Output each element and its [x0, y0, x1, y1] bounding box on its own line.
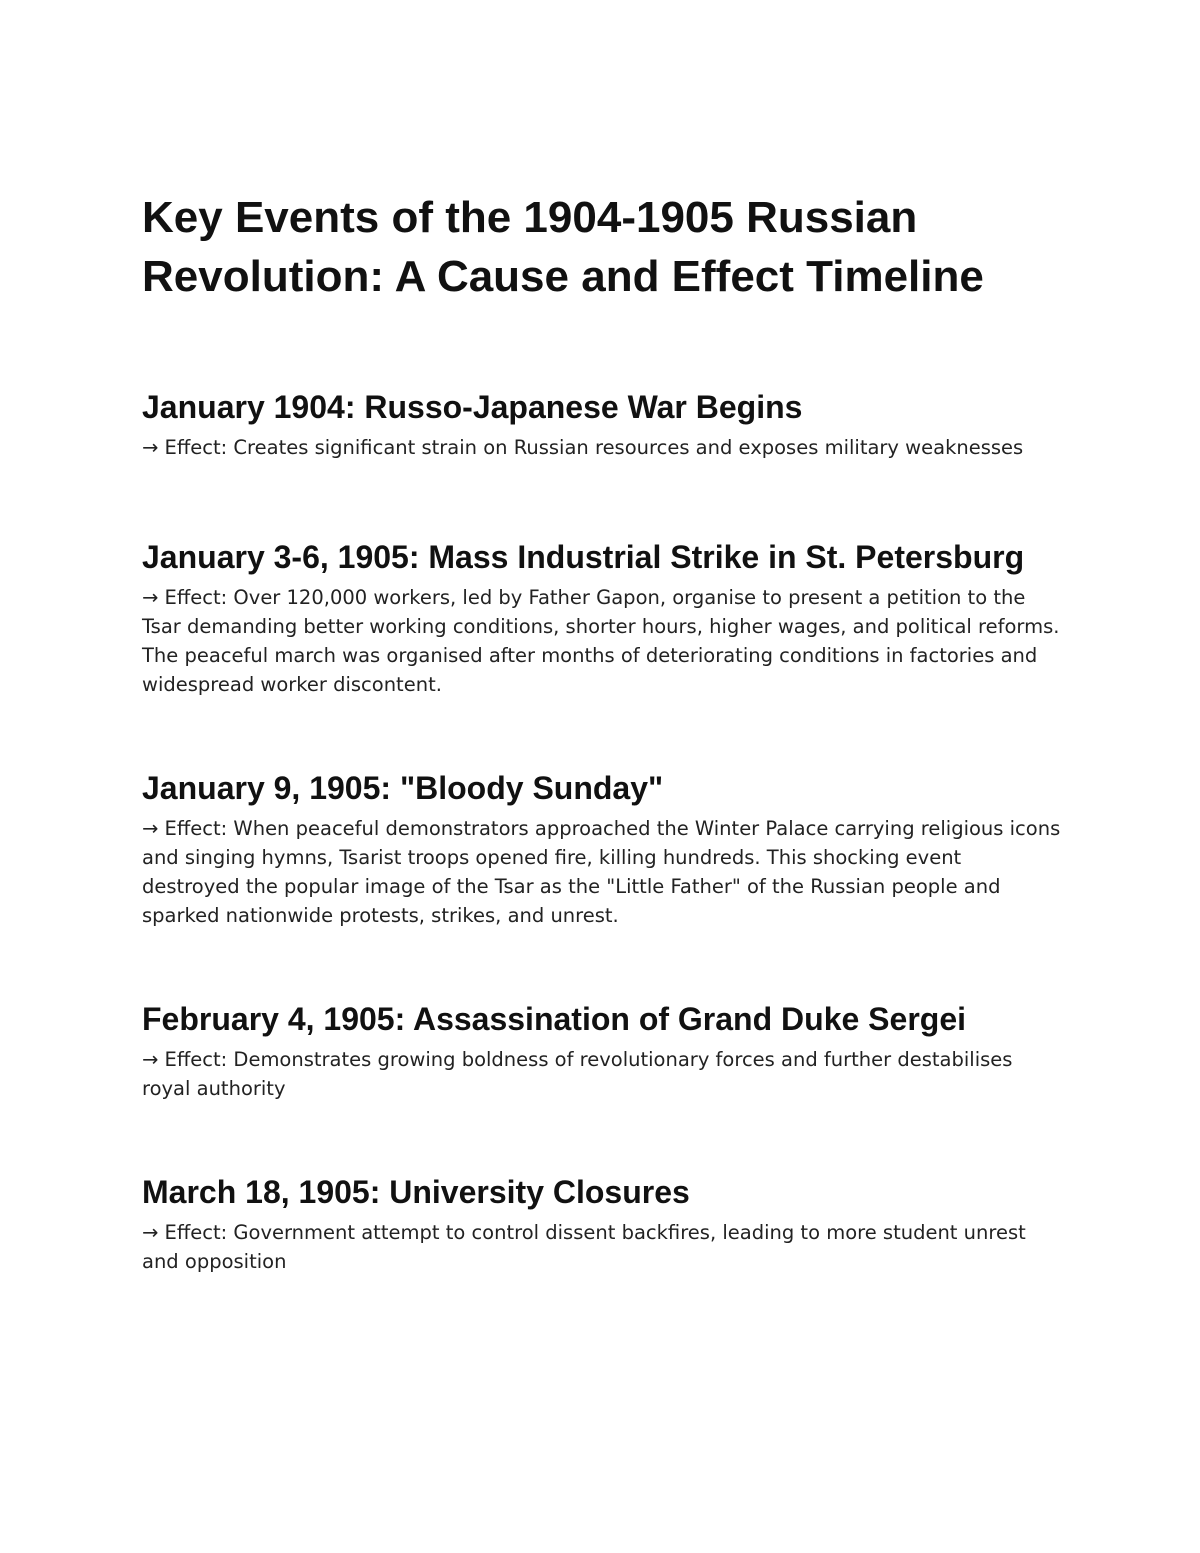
timeline-event	[142, 535, 1062, 699]
document-title: Key Events of the 1904-1905 Russian Revolution: A Cause and Effect Timeline	[142, 193, 984, 301]
event-heading: January 3-6, 1905: Mass Industrial Strike in St. Petersburg	[142, 539, 1025, 575]
event-effect: → Effect: Over 120,000 workers, led by Father Gapon, organise to present a petition to the Tsar demanding better working conditions, shorter hours, higher wages, and political reforms. The peaceful march was organised after months of deteriorating conditions in factories and widespread worker discontent.	[142, 586, 1060, 696]
timeline-event	[142, 997, 1062, 1103]
event-effect: → Effect: When peaceful demonstrators approached the Winter Palace carrying religious icons and singing hymns, Tsarist troops opened fire, killing hundreds. This shocking event destroyed the popular image of the Tsar as the "Little Father" of the Russian people and sparked nationwide protests, strikes, and unrest.	[142, 817, 1061, 927]
document-page	[142, 188, 1062, 1276]
event-heading: January 9, 1905: "Bloody Sunday"	[142, 770, 664, 806]
timeline-event	[142, 766, 1062, 930]
event-heading: February 4, 1905: Assassination of Grand Duke Sergei	[142, 1001, 966, 1037]
event-effect: → Effect: Demonstrates growing boldness of revolutionary forces and further destabilises royal authority	[142, 1048, 1013, 1100]
timeline-event	[142, 385, 1062, 462]
event-effect: → Effect: Creates significant strain on Russian resources and exposes military weaknesses	[142, 436, 1024, 459]
event-heading: March 18, 1905: University Closures	[142, 1174, 690, 1210]
timeline	[142, 385, 1062, 1276]
timeline-event	[142, 1170, 1062, 1276]
event-heading: January 1904: Russo-Japanese War Begins	[142, 389, 803, 425]
event-effect: → Effect: Government attempt to control dissent backfires, leading to more student unrest and opposition	[142, 1221, 1026, 1273]
